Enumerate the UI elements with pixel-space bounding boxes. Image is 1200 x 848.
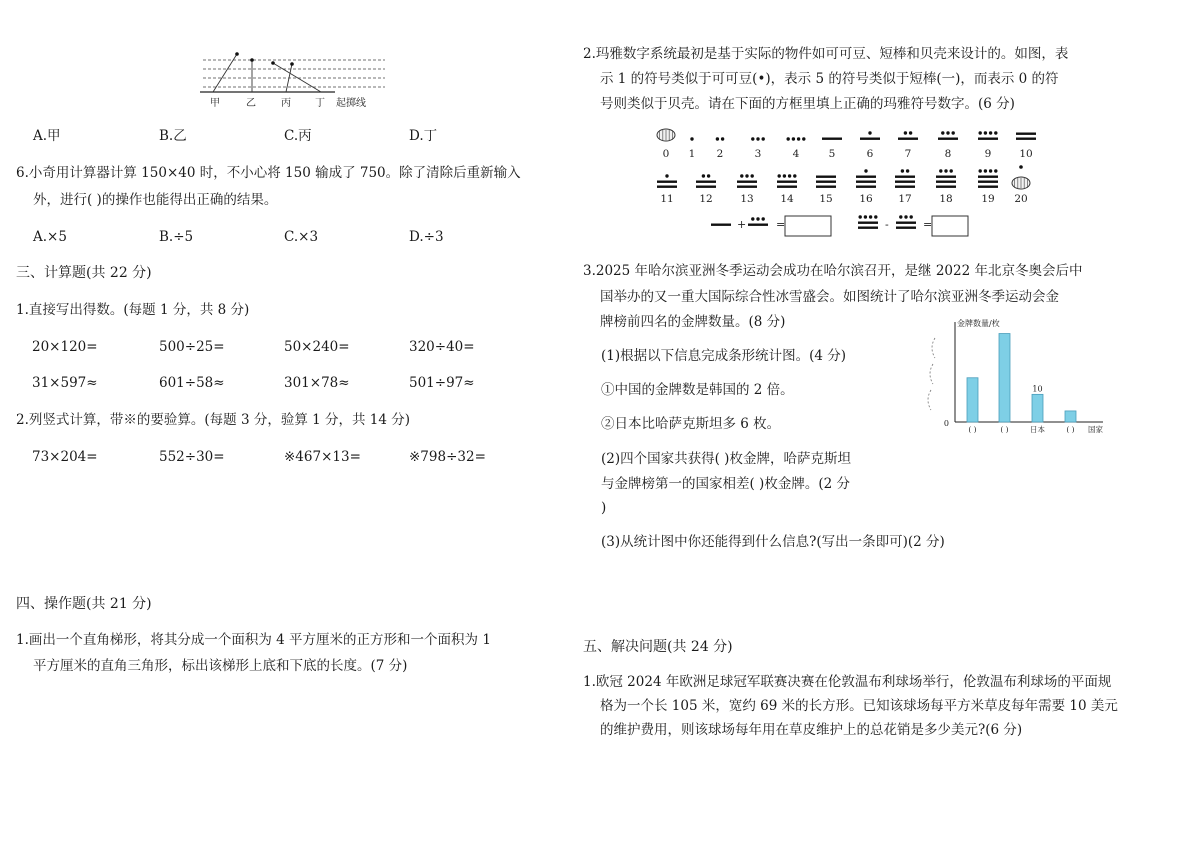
q3-info1: ①中国的金牌数是韩国的 2 倍。 [601, 382, 794, 398]
maya-glyph [822, 138, 842, 140]
q3-line3: 牌榜前四名的金牌数量。(8 分) [600, 314, 786, 330]
op1-line2: 平方厘米的直角三角形，标出该梯形上底和下底的长度。(7 分) [33, 658, 408, 674]
vertical-calc-item: ※798÷32= [409, 449, 486, 465]
throw-figure [195, 50, 395, 112]
eq1-term2 [748, 217, 768, 226]
equals-sign: = [923, 218, 933, 231]
calc-item: 31×597≈ [32, 375, 98, 391]
minus-sign: - [885, 218, 889, 231]
maya-numerals-figure [640, 124, 1060, 240]
maya-label: 16 [859, 193, 873, 205]
x-axis-label: 国家 [1088, 425, 1103, 434]
q5-option-d[interactable]: D.丁 [409, 128, 438, 144]
maya-label: 15 [819, 193, 833, 205]
label-jia: 甲 [210, 98, 220, 109]
label-ding: 丁 [315, 98, 325, 109]
maya-label: 2 [716, 148, 724, 160]
eq1-term1 [711, 224, 731, 226]
eq2-term1 [858, 215, 878, 229]
maya-glyph [816, 176, 836, 188]
maya-glyph [898, 131, 918, 140]
maya-label: 9 [984, 148, 992, 160]
maya-glyph [938, 131, 958, 140]
path-ding [273, 63, 321, 92]
q6-option-c[interactable]: C.×3 [284, 229, 319, 245]
maya-glyph [657, 129, 675, 141]
maya-label: 6 [866, 148, 874, 160]
category-label: ( ) [968, 425, 977, 434]
maya-glyph [716, 137, 725, 140]
section3-title: 三、计算题(共 22 分) [16, 265, 152, 281]
maya-glyph [978, 169, 998, 188]
maya-label: 11 [660, 193, 674, 205]
calc-item: 20×120= [32, 339, 98, 355]
category-label: 日本 [1030, 425, 1045, 434]
q3-line2: 国举办的又一重大国际综合性冰雪盛会。如图统计了哈尔滨亚洲冬季运动会金 [600, 289, 1059, 305]
maya-glyph [856, 169, 876, 188]
zero-label: 0 [943, 419, 949, 428]
maya-glyph [737, 174, 757, 188]
maya-glyph [690, 137, 693, 140]
q3-line1: 3.2025 年哈尔滨亚洲冬季运动会成功在哈尔滨召开，是继 2022 年北京冬奥会后中 [583, 263, 1083, 279]
eq2-term2 [896, 215, 916, 229]
bar [967, 378, 978, 422]
q3-sub2-line2: 与金牌榜第一的国家相差( )枚金牌。(2 分 [601, 476, 850, 492]
calc-q2-title: 2.列竖式计算，带※的要验算。(每题 3 分，验算 1 分，共 14 分) [16, 412, 411, 428]
bar [1065, 411, 1076, 422]
maya-q-line3: 号则类似于贝壳。请在下面的方框里填上正确的玛雅符号数字。(6 分) [600, 96, 1015, 112]
maya-glyph [936, 169, 956, 188]
maya-glyph [696, 174, 716, 188]
q3-info2: ②日本比哈萨克斯坦多 6 枚。 [601, 416, 781, 432]
maya-label: 1 [688, 148, 696, 160]
calc-item: 501÷97≈ [409, 375, 475, 391]
maya-glyph [777, 174, 797, 188]
bar [1032, 394, 1043, 422]
category-label: ( ) [1066, 425, 1075, 434]
medal-bar-chart [925, 314, 1125, 438]
maya-glyph [751, 137, 765, 140]
calc-q1-title: 1.直接写出得数。(每题 1 分，共 8 分) [16, 302, 250, 318]
maya-glyph [1016, 133, 1036, 140]
q5-option-b[interactable]: B.乙 [159, 128, 187, 144]
bar-data-label: 10 [1032, 384, 1043, 394]
maya-label: 10 [1019, 148, 1033, 160]
q6-option-d[interactable]: D.÷3 [409, 229, 444, 245]
maya-label: 8 [944, 148, 952, 160]
q6-line1: 6.小奇用计算器计算 150×40 时，不小心将 150 输成了 750。除了清除后重新输入 [16, 165, 521, 181]
q3-sub1: (1)根据以下信息完成条形统计图。(4 分) [601, 348, 847, 364]
maya-glyph [1012, 165, 1030, 189]
maya-q-line1: 2.玛雅数字系统最初是基于实际的物件如可可豆、短棒和贝壳来设计的。如图，表 [583, 46, 1069, 62]
answer-box-2[interactable] [932, 216, 968, 236]
maya-label: 4 [792, 148, 800, 160]
maya-label: 19 [981, 193, 995, 205]
calc-item: 500÷25= [159, 339, 225, 355]
maya-label: 18 [939, 193, 953, 205]
answer-box-1[interactable] [785, 216, 831, 236]
label-bing: 丙 [281, 98, 291, 109]
maya-glyph [860, 131, 880, 140]
p1-line1: 1.欧冠 2024 年欧洲足球冠军联赛决赛在伦敦温布利球场举行，伦敦温布利球场的平面规 [583, 674, 1112, 690]
path-bing [286, 64, 292, 92]
maya-label: 13 [740, 193, 754, 205]
plus-sign: + [737, 218, 747, 231]
section4-title: 四、操作题(共 21 分) [16, 596, 152, 612]
label-start-line: 起掷线 [336, 98, 366, 109]
calc-item: 50×240= [284, 339, 350, 355]
vertical-calc-item: ※467×13= [284, 449, 361, 465]
maya-label: 7 [904, 148, 912, 160]
q6-option-a[interactable]: A.×5 [33, 229, 67, 245]
section5-title: 五、解决问题(共 24 分) [583, 639, 733, 655]
y-axis-label: 金牌数量/枚 [957, 319, 1000, 328]
maya-label: 20 [1014, 193, 1028, 205]
equals-sign: = [776, 218, 786, 231]
maya-q-line2: 示 1 的符号类似于可可豆(•)，表示 5 的符号类似于短棒(一)，而表示 0 的符 [600, 71, 1059, 87]
maya-label: 17 [898, 193, 912, 205]
maya-label: 12 [699, 193, 713, 205]
maya-glyph [895, 169, 915, 188]
q5-option-a[interactable]: A.甲 [33, 128, 61, 144]
maya-label: 5 [828, 148, 836, 160]
q3-sub3: (3)从统计图中你还能得到什么信息?(写出一条即可)(2 分) [601, 534, 945, 550]
maya-glyph [657, 174, 677, 188]
maya-label: 14 [780, 193, 794, 205]
calc-item: 601÷58≈ [159, 375, 225, 391]
label-yi: 乙 [246, 98, 256, 109]
calc-item: 301×78≈ [284, 375, 350, 391]
maya-glyph [787, 137, 806, 140]
category-label: ( ) [1000, 425, 1009, 434]
q3-sub2-line1: (2)四个国家共获得( )枚金牌，哈萨克斯坦 [601, 451, 851, 467]
maya-label: 3 [754, 148, 762, 160]
calc-item: 320÷40= [409, 339, 475, 355]
q5-option-c[interactable]: C.丙 [284, 128, 312, 144]
op1-line1: 1.画出一个直角梯形，将其分成一个面积为 4 平方厘米的正方形和一个面积为 1 [16, 632, 491, 648]
vertical-calc-item: 73×204= [32, 449, 98, 465]
q6-line2: 外，进行( )的操作也能得出正确的结果。 [33, 192, 278, 208]
vertical-calc-item: 552÷30= [159, 449, 225, 465]
q6-option-b[interactable]: B.÷5 [159, 229, 194, 245]
p1-line2: 格为一个长 105 米，宽约 69 米的长方形。已知该球场每平方米草皮每年需要 10 美元 [600, 698, 1118, 714]
maya-glyph [978, 131, 998, 140]
bar [999, 334, 1010, 422]
p1-line3: 的维护费用，则该球场每年用在草皮维护上的总花销是多少美元?(6 分) [600, 722, 1023, 738]
q3-sub2-line3: ) [601, 500, 607, 516]
maya-label: 0 [662, 148, 670, 160]
